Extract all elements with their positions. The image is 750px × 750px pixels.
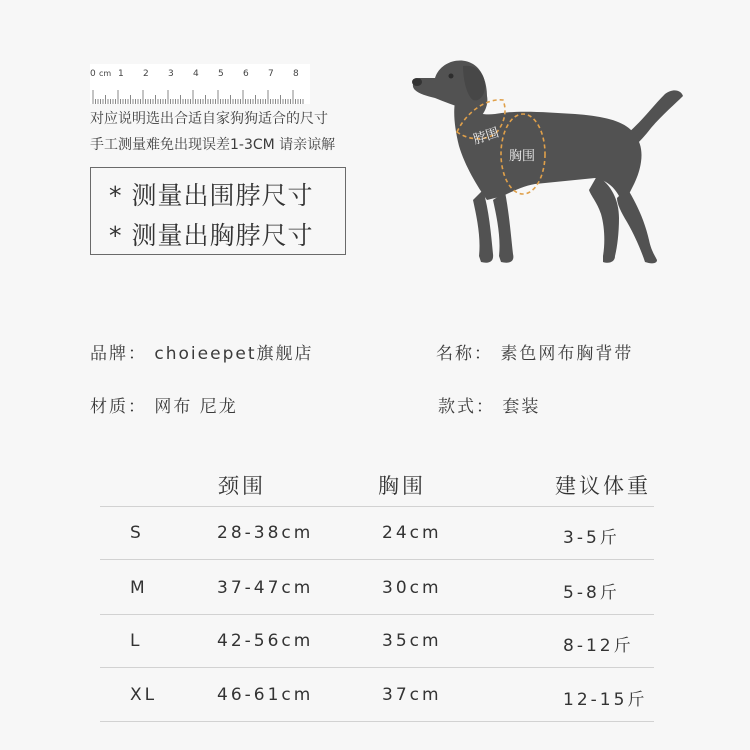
chest-cell: 30cm	[382, 578, 442, 598]
dog-nose	[412, 78, 422, 86]
ruler	[90, 64, 310, 104]
ruler-tick-label: 0	[90, 69, 96, 79]
ruler-tick-label: 4	[193, 69, 199, 79]
table-row	[100, 562, 654, 615]
size-cell: S	[130, 523, 144, 543]
product-name-info: 名称： 素色网布胸背带	[436, 344, 634, 364]
table-row	[100, 669, 654, 722]
chest-label: 胸围	[509, 149, 536, 164]
table-divider	[100, 667, 654, 668]
dog-body	[413, 60, 683, 263]
ruler-tick-label: 5	[218, 69, 224, 79]
size-cell: M	[130, 578, 148, 598]
size-cell: XL	[130, 685, 158, 705]
dog-eye	[449, 74, 454, 79]
measure-note-box	[90, 167, 346, 255]
table-divider	[100, 721, 654, 722]
ruler-tick-label: 2	[143, 69, 149, 79]
chest-cell: 35cm	[382, 631, 442, 651]
material-info: 材质： 网布 尼龙	[90, 397, 238, 417]
ruler-tick-label: 7	[268, 69, 274, 79]
weight-cell: 8-12斤	[563, 636, 634, 656]
chest-cell: 37cm	[382, 685, 442, 705]
ruler-graphic	[90, 64, 310, 104]
neck-cell: 37-47cm	[217, 578, 314, 598]
ruler-unit: cm	[99, 69, 112, 78]
ruler-tick-label: 6	[243, 69, 249, 79]
neck-cell: 28-38cm	[217, 523, 314, 543]
ruler-tick-label: 8	[293, 69, 299, 79]
brand-info: 品牌： choieepet旗舰店	[90, 344, 314, 364]
measure-neck-note: * 测量出围脖尺寸	[109, 181, 314, 210]
dog-illustration	[405, 50, 695, 275]
header-neck: 颈围	[218, 474, 266, 498]
neck-cell: 46-61cm	[217, 685, 314, 705]
table-divider	[100, 559, 654, 560]
weight-cell: 3-5斤	[563, 528, 620, 548]
neck-cell: 42-56cm	[217, 631, 314, 651]
ruler-tick-label: 1	[118, 69, 124, 79]
header-weight: 建议体重	[555, 474, 651, 498]
measure-chest-note: * 测量出胸脖尺寸	[109, 221, 314, 250]
dog-silhouette	[405, 50, 695, 275]
chest-cell: 24cm	[382, 523, 442, 543]
style-info: 款式： 套装	[438, 397, 541, 417]
table-row	[100, 615, 654, 668]
header-chest: 胸围	[378, 474, 426, 498]
weight-cell: 12-15斤	[563, 690, 648, 710]
instruction-line-1: 对应说明选出合适自家狗狗适合的尺寸	[90, 111, 328, 127]
ruler-tick-label: 3	[168, 69, 174, 79]
neck-label: 脖围	[471, 125, 501, 148]
weight-cell: 5-8斤	[563, 583, 620, 603]
table-row	[100, 507, 654, 560]
instruction-line-2: 手工测量难免出现误差1-3CM 请亲谅解	[90, 137, 336, 153]
size-cell: L	[130, 631, 143, 651]
